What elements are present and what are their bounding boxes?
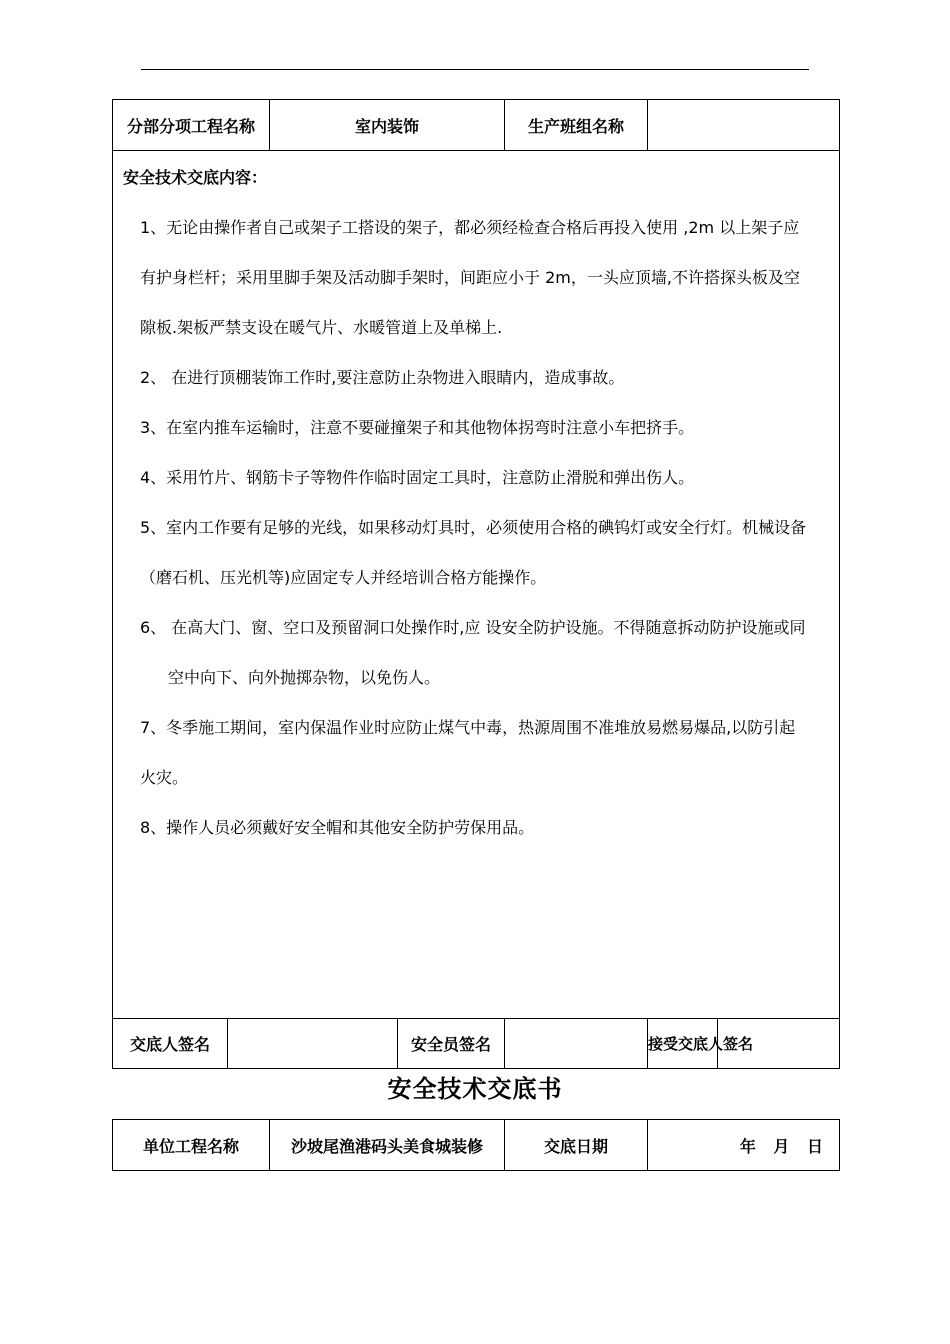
content-line: 8、操作人员必须戴好安全帽和其他安全防护劳保用品。 <box>140 818 535 837</box>
content-line: 2、 在进行顶棚装饰工作时,要注意防止杂物进入眼睛内，造成事故。 <box>140 368 625 387</box>
content-line: 3、在室内推车运输时，注意不要碰撞架子和其他物体拐弯时注意小车把挤手。 <box>140 418 695 437</box>
label-project-name: 分部分项工程名称 <box>113 100 270 151</box>
content-line: 火灾。 <box>140 768 189 787</box>
discloser-signature-field[interactable] <box>228 1019 398 1069</box>
label-unit-project: 单位工程名称 <box>113 1120 270 1171</box>
content-line: 隙板.架板严禁支设在暖气片、水暖管道上及单梯上. <box>140 318 503 337</box>
safety-officer-signature-field[interactable] <box>505 1019 648 1069</box>
label-discloser-signature: 交底人签名 <box>113 1019 228 1069</box>
content-line: 有护身栏杆；采用里脚手架及活动脚手架时，间距应小于 2m，一头应顶墙,不许搭探头板及空 <box>140 268 800 287</box>
content-line: 6、 在高大门、窗、空口及预留洞口处操作时,应 设安全防护设施。不得随意拆动防护设施或同 <box>140 618 806 637</box>
label-safety-officer-signature: 安全员签名 <box>398 1019 505 1069</box>
content-line: 1、无论由操作者自己或架子工搭设的架子，都必须经检查合格后再投入使用 ,2m 以上架子应 <box>140 218 800 237</box>
project-info-table <box>112 1119 840 1171</box>
top-rule <box>141 69 809 70</box>
disclosure-table <box>112 99 840 1069</box>
content-line: （磨石机、压光机等)应固定专人并经培训合格方能操作。 <box>140 568 547 587</box>
value-team-name <box>648 100 840 151</box>
content-title: 安全技术交底内容： <box>123 168 268 187</box>
value-unit-project: 沙坡尾渔港码头美食城装修 <box>270 1120 505 1171</box>
document-title: 安全技术交底书 <box>387 1075 563 1103</box>
content-line: 4、采用竹片、钢筋卡子等物件作临时固定工具时，注意防止滑脱和弹出伤人。 <box>140 468 695 487</box>
label-team-name: 生产班组名称 <box>505 100 648 151</box>
content-line: 空中向下、向外抛掷杂物，以免伤人。 <box>168 668 441 687</box>
content-line: 5、室内工作要有足够的光线，如果移动灯具时，必须使用合格的碘钨灯或安全行灯。机械设备 <box>140 518 807 537</box>
content-line: 7、冬季施工期间，室内保温作业时应防止煤气中毒，热源周围不准堆放易燃易爆品,以防引起 <box>140 718 796 737</box>
label-disclosure-date: 交底日期 <box>505 1120 648 1171</box>
label-receiver-signature: 接受交底人签名 <box>648 1019 718 1069</box>
content-cell <box>113 151 840 1019</box>
value-project-name: 室内装饰 <box>270 100 505 151</box>
value-disclosure-date: 年 月 日 <box>648 1120 840 1171</box>
